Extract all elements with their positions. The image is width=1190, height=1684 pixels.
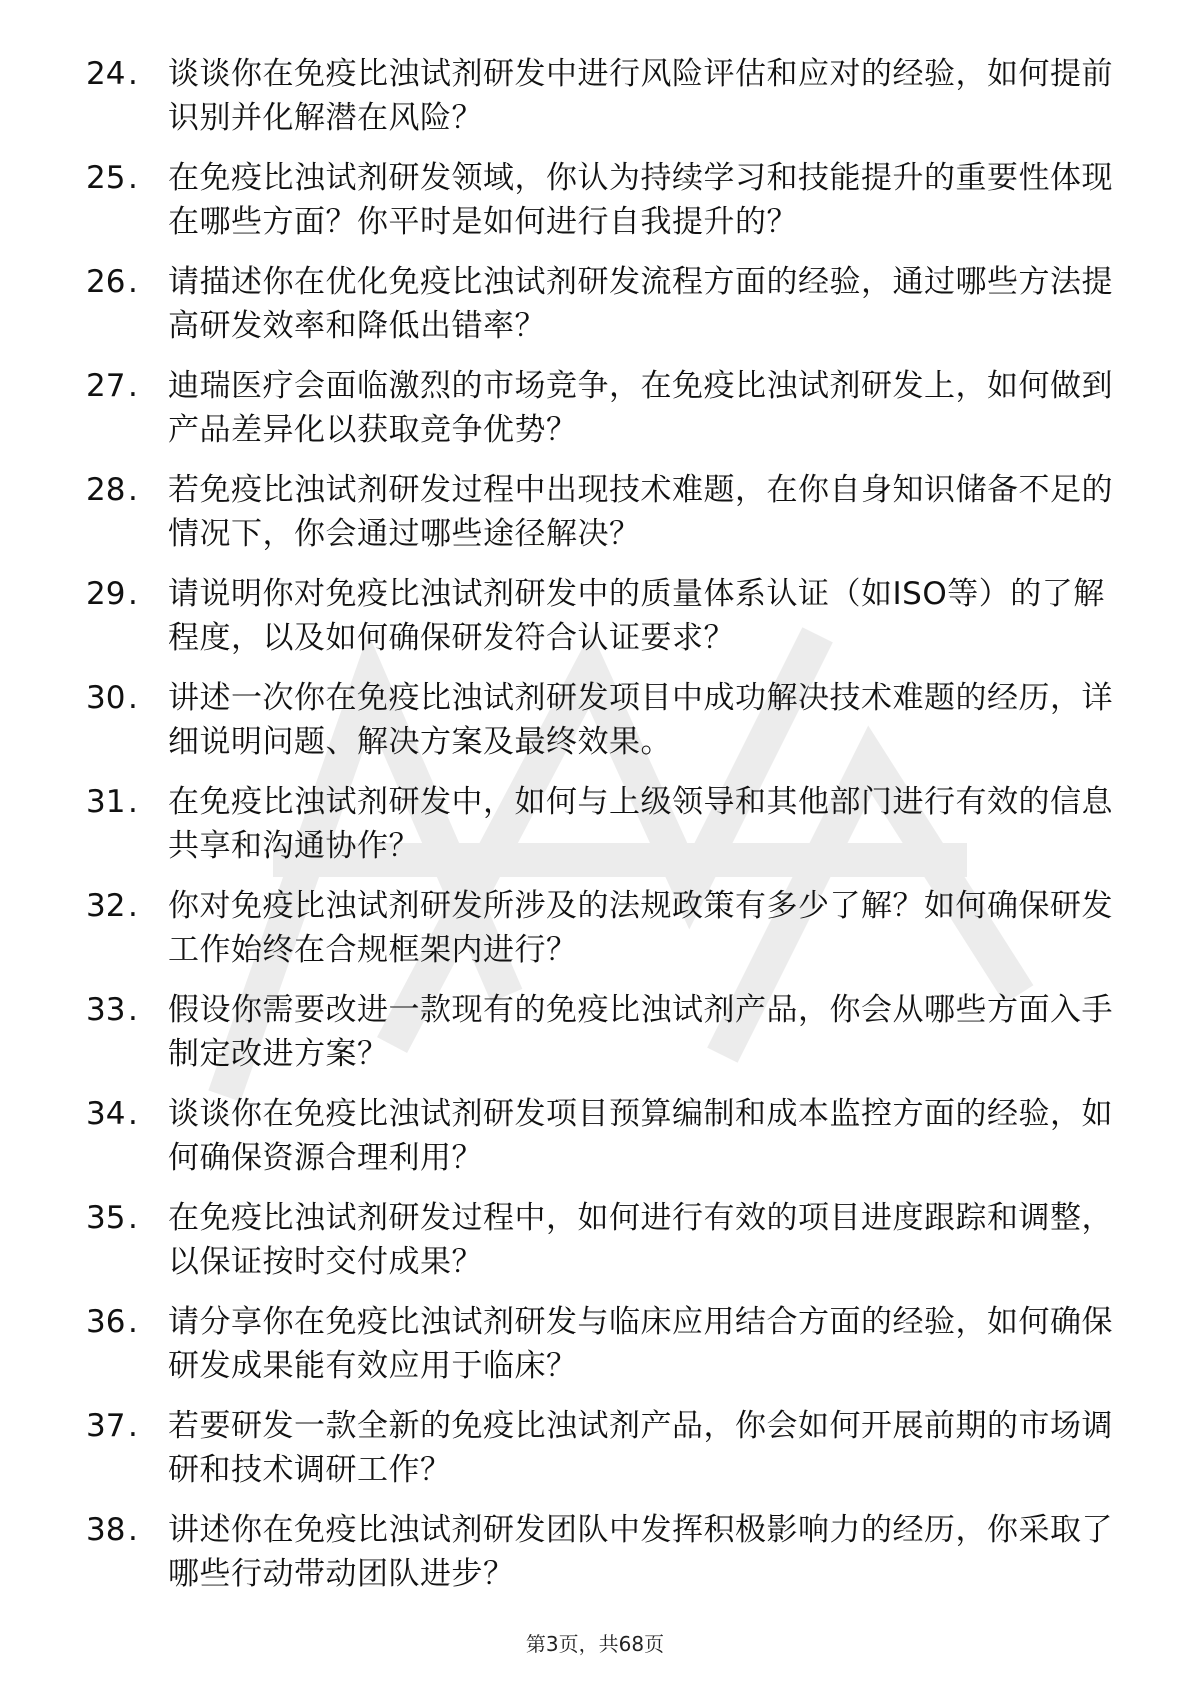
question-text: 讲述一次你在免疫比浊试剂研发项目中成功解决技术难题的经历，详细说明问题、解决方案及最终效果。 [168, 680, 1113, 760]
question-text: 请分享你在免疫比浊试剂研发与临床应用结合方面的经验，如何确保研发成果能有效应用于临床？ [168, 1304, 1113, 1384]
question-text: 若要研发一款全新的免疫比浊试剂产品，你会如何开展前期的市场调研和技术调研工作？ [168, 1408, 1113, 1488]
question-number: 26 [86, 264, 126, 300]
question-item [86, 52, 1116, 156]
page-footer [0, 1630, 1190, 1658]
question-number-dot: . [128, 1096, 138, 1132]
question-text: 若免疫比浊试剂研发过程中出现技术难题，在你自身知识储备不足的情况下，你会通过哪些途径解决？ [168, 472, 1113, 552]
question-number-dot: . [128, 56, 138, 92]
question-text: 在免疫比浊试剂研发过程中，如何进行有效的项目进度跟踪和调整，以保证按时交付成果？ [168, 1200, 1113, 1280]
question-item [86, 780, 1116, 884]
question-number-dot: . [128, 784, 138, 820]
question-text: 谈谈你在免疫比浊试剂研发中进行风险评估和应对的经验，如何提前识别并化解潜在风险？ [168, 56, 1113, 136]
question-number: 36 [86, 1304, 126, 1340]
question-number-dot: . [128, 576, 138, 612]
question-number-dot: . [128, 1304, 138, 1340]
question-number-dot: . [128, 1200, 138, 1236]
question-item [86, 1508, 1116, 1612]
question-number: 33 [86, 992, 126, 1028]
question-item [86, 988, 1116, 1092]
question-text: 迪瑞医疗会面临激烈的市场竞争，在免疫比浊试剂研发上，如何做到产品差异化以获取竞争优势？ [168, 368, 1113, 448]
question-number: 38 [86, 1512, 126, 1548]
page-number-label: 第3页，共68页 [525, 1632, 665, 1656]
question-number: 31 [86, 784, 126, 820]
question-text: 请描述你在优化免疫比浊试剂研发流程方面的经验，通过哪些方法提高研发效率和降低出错率？ [168, 264, 1113, 344]
question-number-dot: . [128, 160, 138, 196]
question-number-dot: . [128, 472, 138, 508]
question-number-dot: . [128, 368, 138, 404]
question-number: 28 [86, 472, 126, 508]
question-number-dot: . [128, 992, 138, 1028]
question-number: 27 [86, 368, 126, 404]
question-text: 谈谈你在免疫比浊试剂研发项目预算编制和成本监控方面的经验，如何确保资源合理利用？ [168, 1096, 1113, 1176]
question-item [86, 364, 1116, 468]
question-number: 32 [86, 888, 126, 924]
question-text: 假设你需要改进一款现有的免疫比浊试剂产品，你会从哪些方面入手制定改进方案？ [168, 992, 1113, 1072]
question-text: 请说明你对免疫比浊试剂研发中的质量体系认证（如ISO等）的了解程度，以及如何确保研发符合认证要求？ [168, 576, 1105, 656]
question-number-dot: . [128, 888, 138, 924]
question-text: 讲述你在免疫比浊试剂研发团队中发挥积极影响力的经历，你采取了哪些行动带动团队进步？ [168, 1512, 1113, 1592]
question-item [86, 1404, 1116, 1508]
question-number: 30 [86, 680, 126, 716]
question-number-dot: . [128, 264, 138, 300]
question-list [86, 52, 1116, 1612]
question-item [86, 260, 1116, 364]
question-number: 37 [86, 1408, 126, 1444]
question-number-dot: . [128, 1512, 138, 1548]
question-number: 29 [86, 576, 126, 612]
question-item [86, 572, 1116, 676]
question-number: 34 [86, 1096, 126, 1132]
question-number: 24 [86, 56, 126, 92]
question-number-dot: . [128, 680, 138, 716]
question-item [86, 676, 1116, 780]
question-text: 你对免疫比浊试剂研发所涉及的法规政策有多少了解？如何确保研发工作始终在合规框架内进行？ [168, 888, 1113, 968]
question-item [86, 468, 1116, 572]
question-item [86, 1300, 1116, 1404]
question-item [86, 1092, 1116, 1196]
question-number: 35 [86, 1200, 126, 1236]
question-text: 在免疫比浊试剂研发领域，你认为持续学习和技能提升的重要性体现在哪些方面？你平时是如何进行自我提升的？ [168, 160, 1113, 240]
question-item [86, 156, 1116, 260]
question-text: 在免疫比浊试剂研发中，如何与上级领导和其他部门进行有效的信息共享和沟通协作？ [168, 784, 1113, 864]
question-item [86, 1196, 1116, 1300]
question-number: 25 [86, 160, 126, 196]
question-number-dot: . [128, 1408, 138, 1444]
question-item [86, 884, 1116, 988]
